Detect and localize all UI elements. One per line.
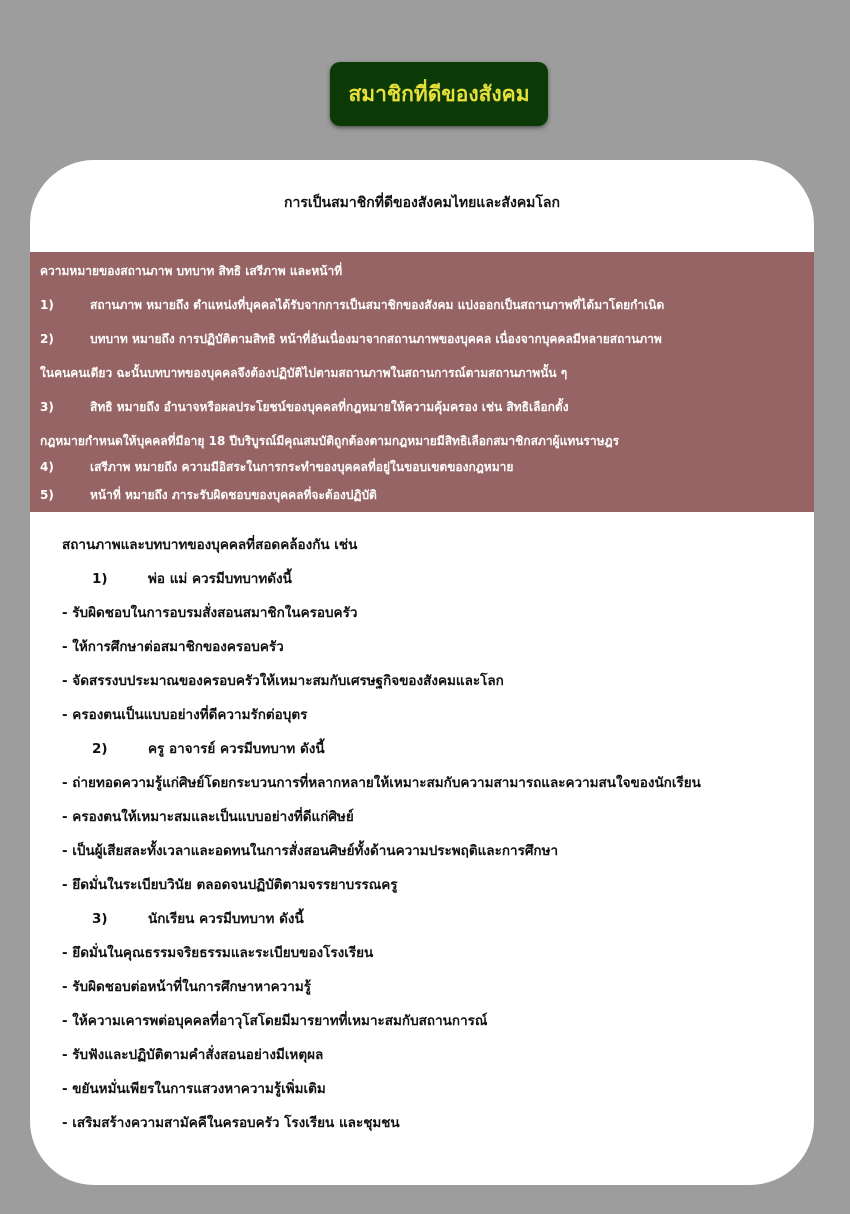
- definition-line: 2) บทบาท หมายถึง การปฏิบัติตามสิทธิ หน้าที่อันเนื่องมาจากสถานภาพของบุคคล เนื่องจากบุคคลมีหลายสถานภาพ: [40, 332, 662, 346]
- page-subtitle: การเป็นสมาชิกที่ดีของสังคมไทยและสังคมโลก: [284, 195, 560, 211]
- title-banner: [330, 62, 548, 126]
- list-item: - เป็นผู้เสียสละทั้งเวลาและอดทนในการสั่งสอนศิษย์ทั้งด้านความประพฤติและการศึกษา: [62, 843, 559, 859]
- definition-line: ในคนคนเดียว ฉะนั้นบทบาทของบุคคลจึงต้องปฏิบัติไปตามสถานภาพในสถานการณ์ตามสถานภาพนั้น ๆ: [40, 366, 568, 380]
- definition-line: 5) หน้าที่ หมายถึง ภาระรับผิดชอบของบุคคลที่จะต้องปฏิบัติ: [40, 488, 377, 502]
- role-group-title: 2) ครู อาจารย์ ควรมีบทบาท ดังนี้: [92, 741, 325, 757]
- list-item: - ครองตนเป็นแบบอย่างที่ดีความรักต่อบุตร: [62, 707, 308, 723]
- roles-section: [62, 528, 701, 1140]
- banner-title: สมาชิกที่ดีของสังคม: [348, 81, 530, 106]
- role-group-title: 1) พ่อ แม่ ควรมีบทบาทดังนี้: [92, 571, 292, 587]
- list-item: - ถ่ายทอดความรู้แก่ศิษย์โดยกระบวนการที่หลากหลายให้เหมาะสมกับความสามารถและความสนใจของนักเรียน: [62, 775, 701, 791]
- list-item: - ให้การศึกษาต่อสมาชิกของครอบครัว: [62, 639, 284, 655]
- definition-line: กฎหมายกำหนดให้บุคคลที่มีอายุ 18 ปีบริบูรณ์มีคุณสมบัติถูกต้องตามกฎหมายมีสิทธิเลือกสมาชิกสภาผู้แทนราษฎร: [40, 434, 620, 448]
- list-item: - เสริมสร้างความสามัคคีในครอบครัว โรงเรียน และชุมชน: [62, 1115, 400, 1131]
- content-card: [30, 160, 814, 1185]
- roles-intro: สถานภาพและบทบาทของบุคคลที่สอดคล้องกัน เช่น: [62, 537, 358, 553]
- list-item: - รับผิดชอบต่อหน้าที่ในการศึกษาหาความรู้: [62, 979, 311, 995]
- list-item: - จัดสรรงบประมาณของครอบครัวให้เหมาะสมกับเศรษฐกิจของสังคมและโลก: [62, 673, 504, 689]
- definition-line: 3) สิทธิ หมายถึง อำนาจหรือผลประโยชน์ของบุคคลที่กฎหมายให้ความคุ้มครอง เช่น สิทธิเลือกตั้ง: [40, 400, 569, 414]
- list-item: - ครองตนให้เหมาะสมและเป็นแบบอย่างที่ดีแก่ศิษย์: [62, 809, 354, 825]
- role-group-title: 3) นักเรียน ควรมีบทบาท ดังนี้: [92, 911, 304, 927]
- list-item: - ยึดมั่นในคุณธรรมจริยธรรมและระเบียบของโรงเรียน: [62, 945, 374, 961]
- list-item: - ขยันหมั่นเพียรในการแสวงหาความรู้เพิ่มเติม: [62, 1081, 326, 1097]
- definitions-section: [30, 252, 814, 512]
- list-item: - ให้ความเคารพต่อบุคคลที่อาวุโสโดยมีมารยาทที่เหมาะสมกับสถานการณ์: [62, 1013, 488, 1029]
- list-item: - ยึดมั่นในระเบียบวินัย ตลอดจนปฏิบัติตามจรรยาบรรณครู: [62, 877, 398, 893]
- list-item: - รับฟังและปฏิบัติตามคำสั่งสอนอย่างมีเหตุผล: [62, 1047, 324, 1063]
- definition-line: 4) เสรีภาพ หมายถึง ความมีอิสระในการกระทำของบุคคลที่อยู่ในขอบเขตของกฎหมาย: [40, 460, 514, 474]
- list-item: - รับผิดชอบในการอบรมสั่งสอนสมาชิกในครอบครัว: [62, 605, 358, 621]
- definitions-heading: ความหมายของสถานภาพ บทบาท สิทธิ เสรีภาพ และหน้าที่: [40, 264, 343, 278]
- definition-line: 1) สถานภาพ หมายถึง ตำแหน่งที่บุคคลได้รับจากการเป็นสมาชิกของสังคม แบ่งออกเป็นสถานภาพที่ได้มาโดยกำเนิด: [40, 298, 665, 312]
